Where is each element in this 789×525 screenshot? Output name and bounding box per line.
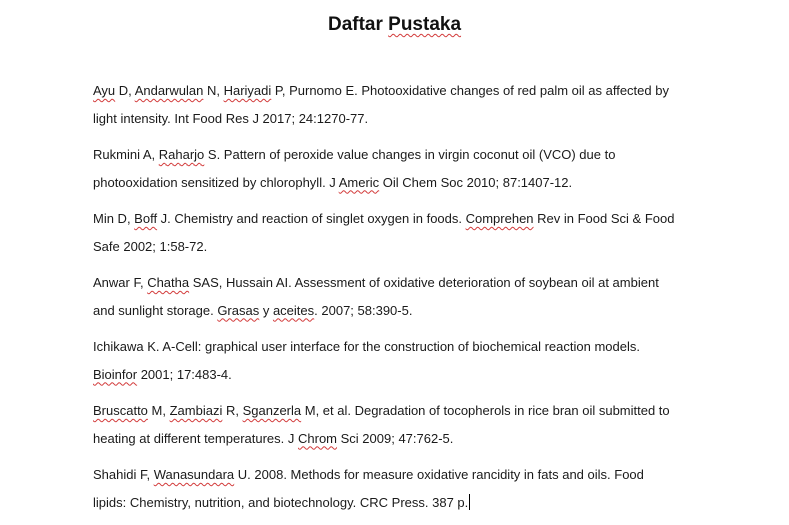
reference-entry-7[interactable] [93,461,703,516]
reference-text: D, [115,83,135,98]
reference-entry-5[interactable] [93,333,703,388]
reference-text: 2001; 17:483-4. [137,366,232,382]
reference-line [93,361,703,389]
reference-text: R, [222,403,243,418]
misspelled-word[interactable]: Sganzerla [242,403,302,418]
reference-text: Anwar F, [93,275,148,290]
reference-entry-2[interactable] [93,141,703,196]
reference-list [93,77,703,525]
misspelled-word[interactable]: Boff [134,211,158,226]
reference-text: M, [147,403,170,418]
misspelled-word[interactable]: Ayu [93,83,116,98]
misspelled-word[interactable]: Bioinfor [93,366,138,382]
misspelled-word[interactable]: Hariyadi [223,83,272,98]
reference-text: Ichikawa K. A-Cell: graphical user interface for the construction of biochemical reaction models. [93,339,640,354]
reference-text: Min D, [93,211,135,226]
title-word-1: Daftar [327,14,389,35]
reference-text: and sunlight storage. [93,302,218,318]
reference-line [93,461,703,489]
text-cursor [469,494,470,510]
reference-text: heating at different temperatures. J [93,430,298,446]
reference-text: Shahidi F, [93,467,154,482]
reference-text: . 2007; 58:390-5. [314,302,413,318]
misspelled-word[interactable]: Grasas [217,302,260,318]
misspelled-word[interactable]: Raharjo [158,147,205,162]
reference-entry-6[interactable] [93,397,703,452]
reference-line [93,489,703,517]
title-word-2: Pustaka [388,14,462,35]
reference-text: P, Purnomo E. Photooxidative changes of red palm oil as affected by [271,83,669,98]
reference-line [93,141,703,169]
misspelled-word[interactable]: Andarwulan [134,83,204,98]
reference-line [93,425,703,453]
reference-line [93,233,703,261]
reference-text: Safe 2002; 1:58-72. [93,238,208,254]
reference-text: Sci 2009; 47:762-5. [337,430,454,446]
reference-text: Rukmini A, [93,147,159,162]
reference-text: Oil Chem Soc 2010; 87:1407-12. [379,174,573,190]
reference-line [93,169,703,197]
reference-text: J. Chemistry and reaction of singlet oxygen in foods. [157,211,466,226]
misspelled-word[interactable]: aceites [272,302,315,318]
reference-line [93,205,703,233]
reference-text: U. 2008. Methods for measure oxidative rancidity in fats and oils. Food [234,467,644,482]
reference-text: N, [203,83,224,98]
reference-text: light intensity. Int Food Res J 2017; 24:1270-77. [93,110,369,126]
reference-line [93,397,703,425]
reference-line [93,77,703,105]
reference-text: y [259,302,273,318]
reference-entry-4[interactable] [93,269,703,324]
reference-line [93,269,703,297]
misspelled-word[interactable]: Wanasundara [153,467,235,482]
misspelled-word[interactable]: Chrom [298,430,338,446]
misspelled-word[interactable]: Zambiazi [169,403,223,418]
reference-line [93,105,703,133]
misspelled-word[interactable]: Bruscatto [93,403,148,418]
reference-text: photooxidation sensitized by chlorophyll. J [93,174,339,190]
misspelled-word[interactable]: Chatha [147,275,190,290]
reference-entry-3[interactable] [93,205,703,260]
reference-entry-1[interactable] [93,77,703,132]
reference-text: Rev in Food Sci & Food [533,211,675,226]
reference-text: M, et al. Degradation of tocopherols in rice bran oil submitted to [301,403,670,418]
reference-text: lipids: Chemistry, nutrition, and biotechnology. CRC Press. 387 p. [93,494,469,510]
page-title [0,12,789,38]
reference-text: S. Pattern of peroxide value changes in virgin coconut oil (VCO) due to [204,147,616,162]
misspelled-word[interactable]: Americ [338,174,380,190]
reference-text: SAS, Hussain AI. Assessment of oxidative deterioration of soybean oil at ambient [189,275,659,290]
reference-line [93,297,703,325]
reference-line [93,333,703,361]
misspelled-word[interactable]: Comprehen [465,211,534,226]
